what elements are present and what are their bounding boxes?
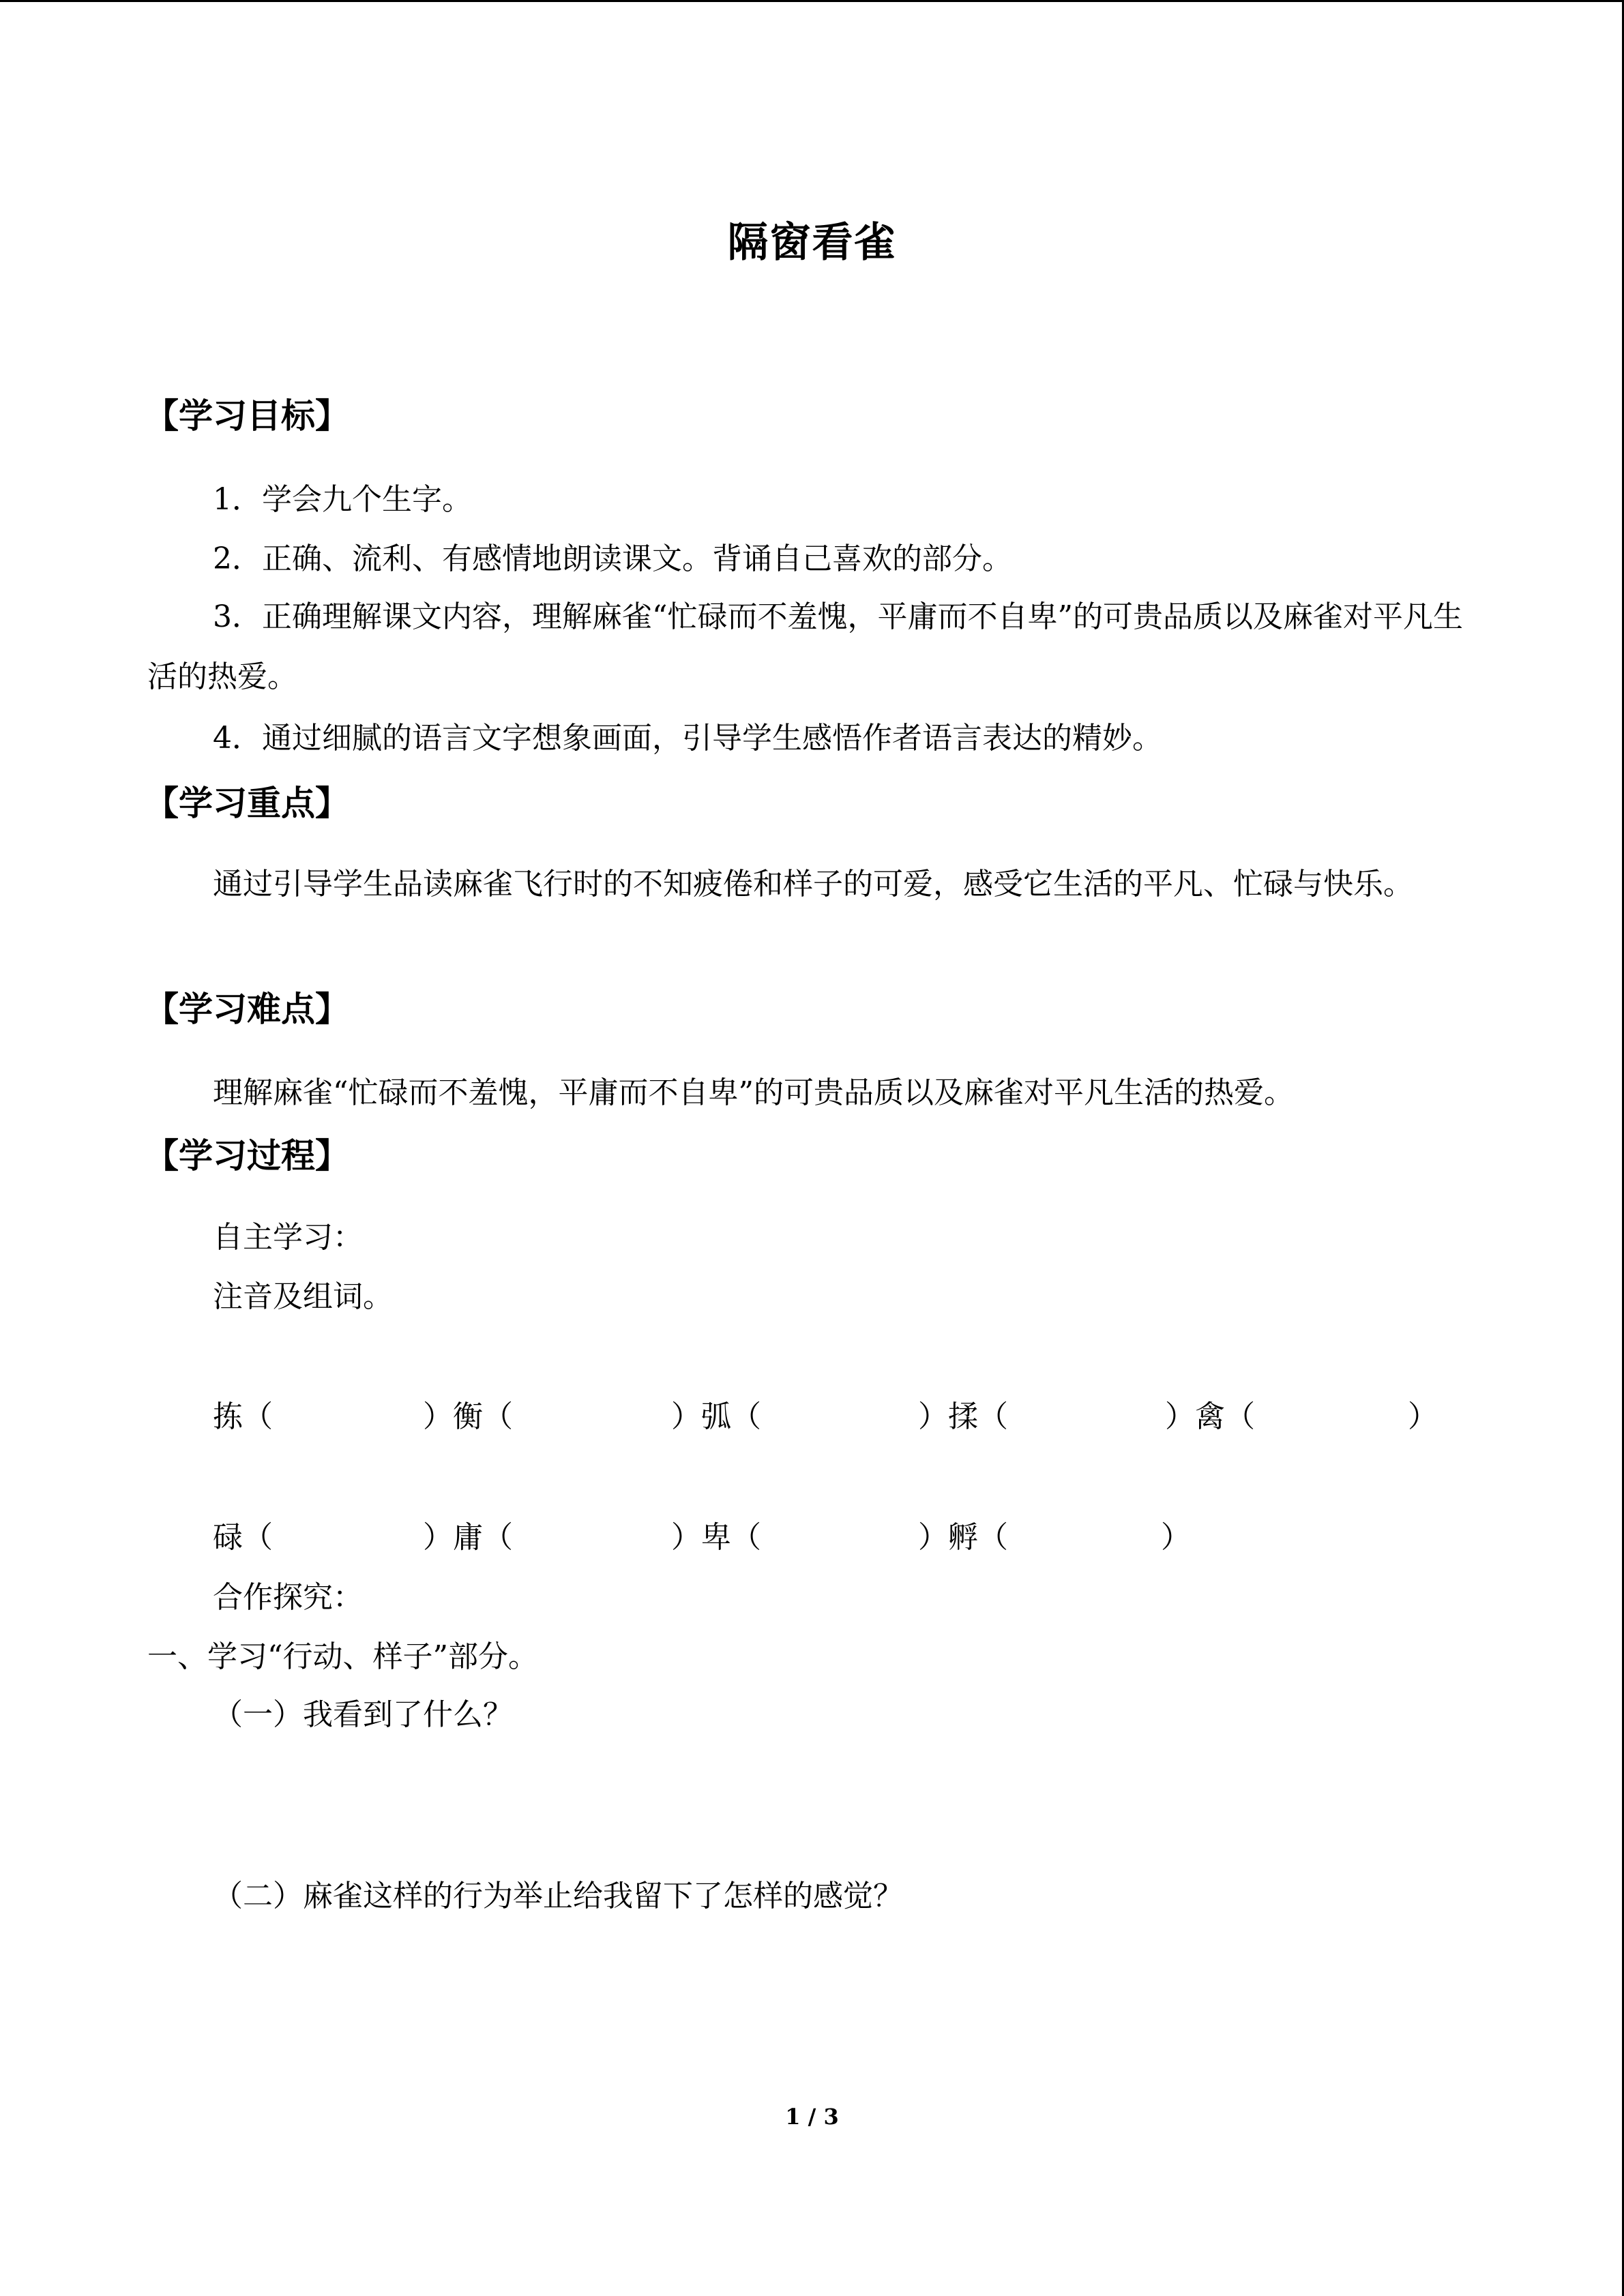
objectives-heading: 【学习目标】	[145, 396, 349, 436]
objective-item-4: 4．通过细腻的语言文字想象画面，引导学生感悟作者语言表达的精妙。	[213, 721, 1162, 756]
cooperation-label: 合作探究：	[213, 1580, 363, 1615]
word-cell-close: ）	[1161, 1520, 1191, 1555]
word-cell: ）衡（	[423, 1399, 513, 1434]
objective-item-3: 3．正确理解课文内容，理解麻雀“忙碌而不羞愧，平庸而不自卑”的可贵品质以及麻雀对平凡生活的热爱。	[147, 599, 1463, 694]
word-cell: ）庸（	[423, 1520, 513, 1555]
page-number: 1 / 3	[785, 2104, 839, 2130]
difficulties-heading: 【学习难点】	[145, 989, 349, 1029]
objective-item-2: 2．正确、流利、有感情地朗读课文。背诵自己喜欢的部分。	[213, 541, 1012, 576]
word-cell: ）揉（	[918, 1399, 1008, 1434]
process-heading: 【学习过程】	[145, 1135, 349, 1176]
objective-item-1: 1．学会九个生字。	[213, 482, 472, 517]
word-cell: ）孵（	[918, 1520, 1008, 1555]
word-cell: ）禽（	[1165, 1399, 1255, 1434]
word-cell: ）弧（	[671, 1399, 761, 1434]
key-points-text: 通过引导学生品读麻雀飞行时的不知疲倦和样子的可爱，感受它生活的平凡、忙碌与快乐。	[213, 867, 1413, 901]
phonetics-instruction: 注音及组词。	[213, 1279, 393, 1314]
question-1: （一）我看到了什么？	[213, 1697, 513, 1732]
question-2: （二）麻雀这样的行为举止给我留下了怎样的感觉？	[213, 1879, 903, 1913]
part-one-heading: 一、学习“行动、样子”部分。	[147, 1639, 538, 1674]
word-cell-close: ）	[1408, 1399, 1438, 1434]
word-cell: 碌（	[213, 1520, 273, 1555]
word-cell: 拣（	[213, 1399, 273, 1434]
difficulties-text: 理解麻雀“忙碌而不羞愧，平庸而不自卑”的可贵品质以及麻雀对平凡生活的热爱。	[213, 1075, 1294, 1110]
self-study-label: 自主学习：	[213, 1220, 363, 1255]
key-points-heading: 【学习重点】	[145, 783, 349, 823]
word-cell: ）卑（	[671, 1520, 761, 1555]
document-title: 隔窗看雀	[727, 219, 897, 267]
